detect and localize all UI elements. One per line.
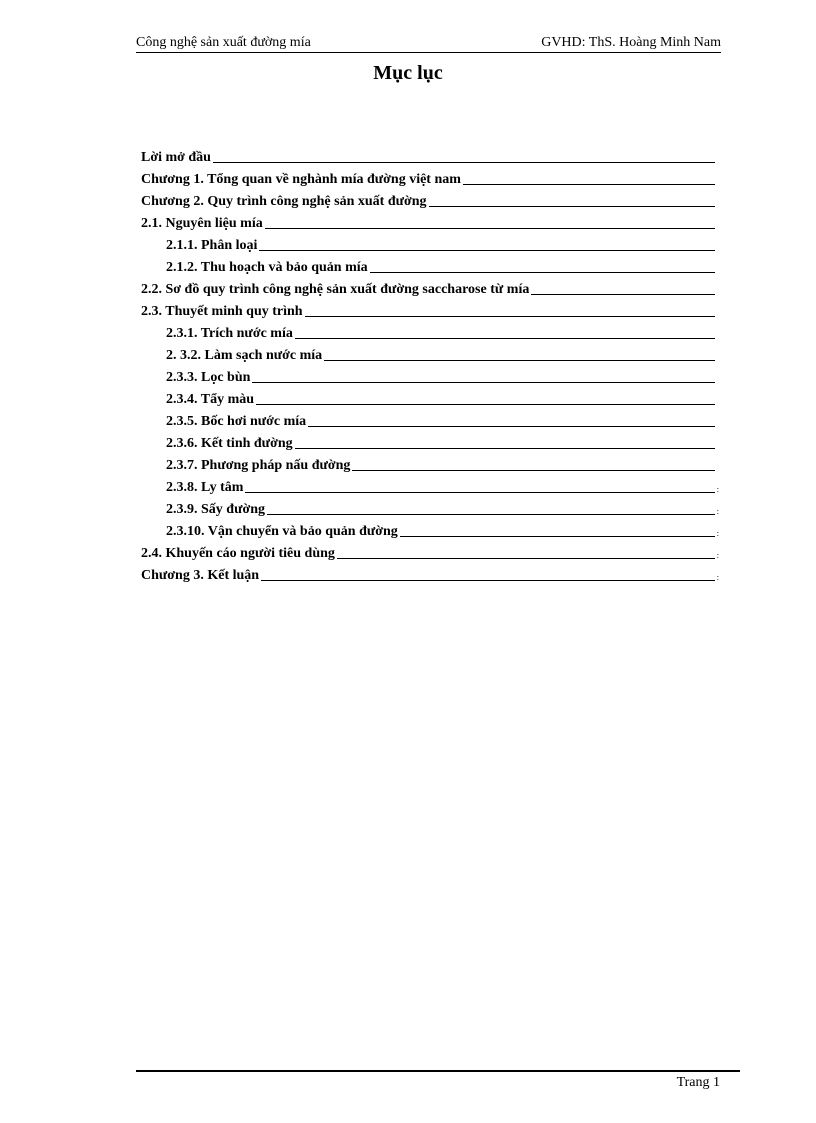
toc-entry[interactable] [141,211,719,233]
toc-entry[interactable] [141,299,719,321]
toc-leader-line [337,557,715,559]
toc-entry[interactable] [141,387,719,409]
toc-entry[interactable] [141,145,719,167]
toc-entry-label: 2.3.1. Trích nước mía [166,326,293,341]
toc-entry-label: 2.4. Khuyến cáo người tiêu dùng [141,546,335,561]
toc-leader-line [400,535,715,537]
toc-entry[interactable] [141,365,719,387]
page-header [136,34,721,53]
toc-entry-label: 2.3.5. Bốc hơi nước mía [166,414,307,429]
toc-entry-page: : [716,485,719,494]
toc-entry-label: 2.3.10. Vận chuyển và bảo quản đường [166,524,398,539]
toc-entry[interactable] [141,167,719,189]
toc-entry[interactable] [141,563,719,585]
toc-leader-line [245,491,715,493]
toc-leader-line [267,513,715,515]
toc-entry-label: 2.1.2. Thu hoạch và bảo quản mía [166,260,368,275]
page-title: Mục lục [373,62,443,84]
toc-entry[interactable] [141,475,719,497]
toc-leader-line [352,469,715,471]
toc-leader-line [265,227,715,229]
toc-entry[interactable] [141,321,719,343]
toc-entry-label: 2.3.3. Lọc bùn [166,370,251,385]
toc-leader-line [531,293,715,295]
toc-entry-label: 2.3.8. Ly tâm [166,480,244,495]
toc-entry[interactable] [141,453,719,475]
toc-entry-page: : [716,573,719,582]
toc-entry[interactable] [141,189,719,211]
table-of-contents [141,145,719,585]
toc-entry-label: 2.1. Nguyên liệu mía [141,216,263,231]
toc-entry-label: 2.3.9. Sấy đường [166,502,266,517]
toc-entry[interactable] [141,255,719,277]
toc-leader-line [305,315,715,317]
toc-entry[interactable] [141,497,719,519]
toc-entry-label: 2.3.6. Kết tinh đường [166,436,293,451]
header-course-title: Công nghệ sản xuất đường mía [136,35,311,50]
toc-entry-label: 2. 3.2. Làm sạch nước mía [166,348,323,363]
toc-leader-line [295,447,715,449]
page-number: Trang 1 [676,1075,720,1090]
toc-entry[interactable] [141,519,719,541]
toc-entry-page: : [716,551,719,560]
toc-leader-line [463,183,715,185]
toc-entry[interactable] [141,277,719,299]
toc-leader-line [213,161,715,163]
toc-entry[interactable] [141,233,719,255]
toc-entry-page: : [716,529,719,538]
toc-leader-line [308,425,715,427]
toc-leader-line [256,403,715,405]
toc-entry[interactable] [141,343,719,365]
toc-entry[interactable] [141,431,719,453]
toc-leader-line [324,359,715,361]
toc-leader-line [259,249,715,251]
footer-divider [136,1070,740,1072]
toc-leader-line [252,381,715,383]
toc-leader-line [295,337,715,339]
toc-entry-label: 2.1.1. Phân loại [166,238,258,253]
toc-entry-label: 2.3. Thuyết minh quy trình [141,304,303,319]
toc-leader-line [261,579,715,581]
toc-entry-label: 2.3.7. Phương pháp nấu đường [166,458,351,473]
toc-entry-label: Chương 1. Tổng quan về nghành mía đường việt nam [141,172,461,187]
toc-entry[interactable] [141,409,719,431]
header-instructor: GVHD: ThS. Hoàng Minh Nam [541,35,721,50]
toc-entry-label: 2.2. Sơ đồ quy trình công nghệ sản xuất đường saccharose từ mía [141,282,530,297]
toc-entry-label: Chương 2. Quy trình công nghệ sản xuất đường [141,194,427,209]
toc-entry-page: : [716,507,719,516]
toc-leader-line [429,205,715,207]
toc-entry-label: Lời mở đầu [141,150,211,165]
toc-leader-line [370,271,715,273]
toc-entry-label: 2.3.4. Tẩy màu [166,392,255,407]
toc-entry[interactable] [141,541,719,563]
toc-entry-label: Chương 3. Kết luận [141,568,260,583]
